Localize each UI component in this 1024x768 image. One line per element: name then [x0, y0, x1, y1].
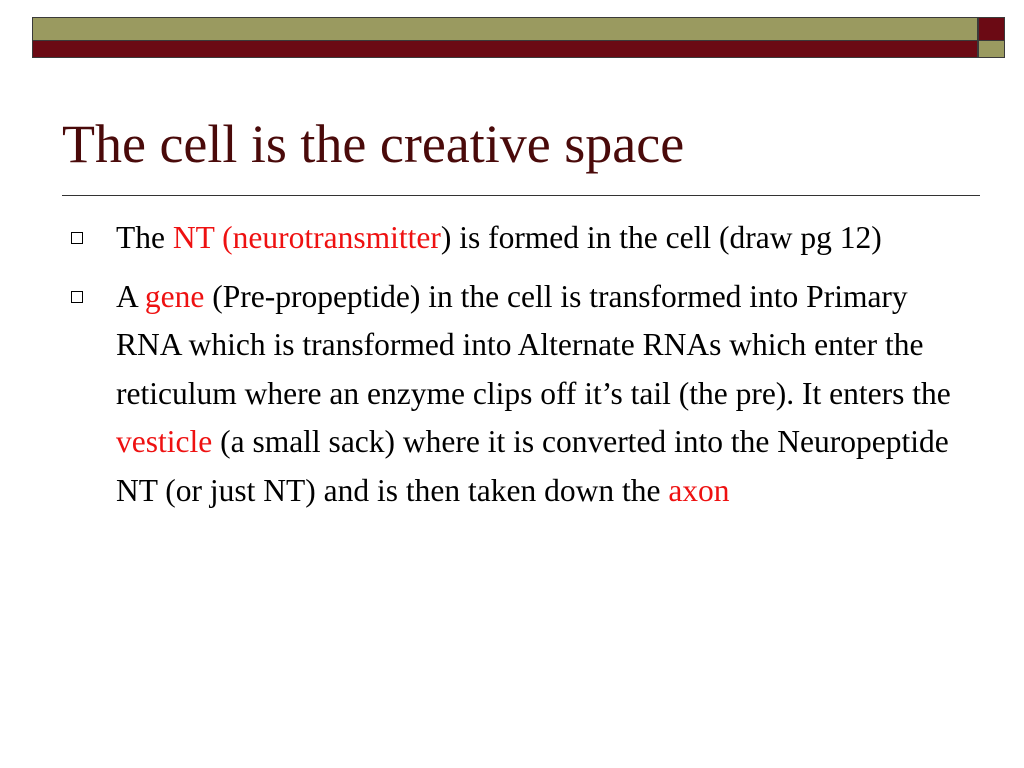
bullet-item	[62, 273, 962, 516]
bullet-text-part: (Pre-propeptide) in the cell is transformed into Primary RNA which is transformed into Alternate RNAs which enter the reticulum where an enzyme clips off it’s tail (the pre). It enters the	[116, 278, 951, 411]
bullet-text-part: The	[116, 220, 173, 255]
corner-square-maroon	[978, 17, 1005, 41]
bullet-text-part: ) is formed in the cell (draw pg 12)	[440, 220, 882, 255]
bullet-text-part: (a small sack) where it is converted into the Neuropeptide NT (or just NT) and is then taken down the	[116, 424, 949, 508]
bullet-item	[62, 214, 962, 263]
bullet-list	[62, 214, 962, 525]
slide-title: The cell is the creative space	[62, 114, 685, 174]
header-bar-maroon	[32, 41, 978, 58]
highlight-term: gene	[144, 278, 205, 314]
highlight-term: vesticle	[116, 424, 213, 459]
highlight-term: NT (neurotransmitter	[172, 220, 441, 255]
bullet-text-part: A	[116, 278, 145, 314]
hollow-square-icon	[71, 232, 83, 244]
highlight-term: axon	[668, 472, 730, 508]
hollow-square-icon	[71, 291, 83, 303]
corner-square-olive	[978, 41, 1005, 58]
header-bar-olive	[32, 17, 978, 41]
title-divider	[62, 195, 980, 196]
